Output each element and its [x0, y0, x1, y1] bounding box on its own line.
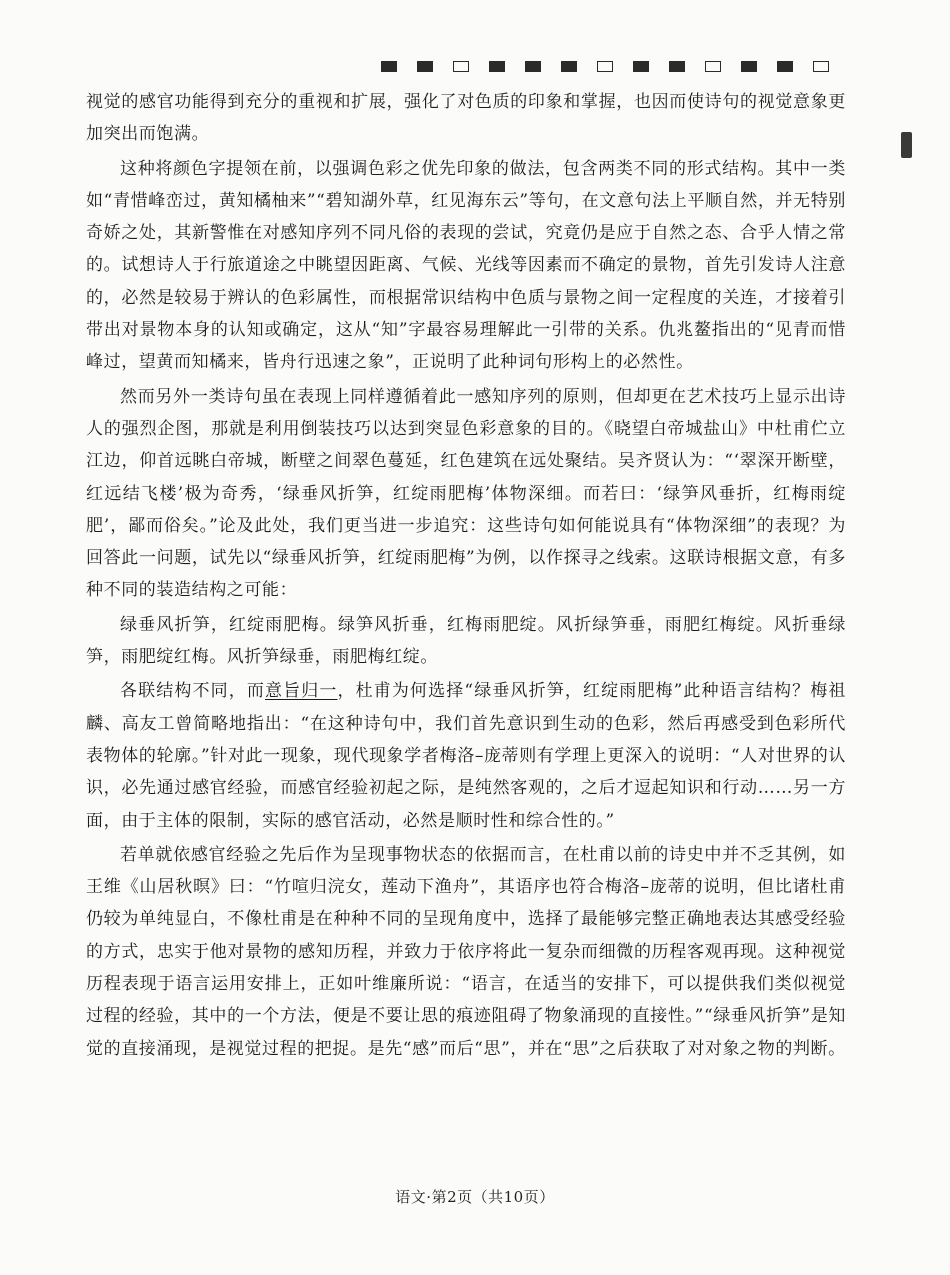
alignment-mark-filled: [489, 61, 505, 72]
paragraph-5-after: ，杜甫为何选择“绿垂风折笋，红绽雨肥梅”此种语言结构？梅祖麟、高友工曾简略地指出：“在这种诗句中，我们首先意识到生动的色彩，然后再感受到色彩所代表物体的轮廓。”针对此一现象，现代现象学者梅洛–庞蒂则有学理上更深入的说明：“人对世界的认识，必先通过感官经验，而感官经验初起之际，是纯然客观的，之后才逗起知识和行动……另一方面，由于主体的限制，实际的感官活动，必然是顺时性和综合性的。”: [86, 681, 846, 831]
alignment-mark-filled: [669, 61, 685, 72]
underlined-phrase: 意旨归一: [265, 681, 338, 702]
alignment-mark-filled: [633, 61, 649, 72]
alignment-mark-filled: [741, 61, 757, 72]
alignment-mark-filled: [561, 61, 577, 72]
alignment-mark-hollow: [813, 61, 829, 72]
header-alignment-marks: [381, 61, 849, 72]
paragraph-5-before: 各联结构不同，而: [120, 681, 265, 702]
page-footer: 语文·第2页（共10页）: [395, 1188, 555, 1206]
alignment-mark-filled: [417, 61, 433, 72]
alignment-mark-filled: [525, 61, 541, 72]
paragraph-5: [86, 675, 846, 836]
alignment-mark-filled: [777, 61, 793, 72]
paragraph-3: 然而另外一类诗句虽在表现上同样遵循着此一感知序列的原则，但却更在艺术技巧上显示出诗人的强烈企图，那就是利用倒装技巧以达到突显色彩意象的目的。《晓望白帝城盐山》中杜甫伫立江边，仰首远眺白帝城，断壁之间翠色蔓延，红色建筑在远处聚结。吴齐贤认为：“‘翠深开断壁，红远结飞楼’极为奇秀，‘绿垂风折笋，红绽雨肥梅’体物深细。而若曰：‘绿笋风垂折，红梅雨绽肥’，鄙而俗矣。”论及此处，我们更当进一步追究：这些诗句如何能说具有“体物深细”的表现？为回答此一问题，试先以“绿垂风折笋，红绽雨肥梅”为例，以作探寻之线索。这联诗根据文意，有多种不同的装造结构之可能：: [86, 386, 846, 601]
paragraph-6: 若单就依感官经验之先后作为呈现事物状态的依据而言，在杜甫以前的诗史中并不乏其例，如王维《山居秋暝》曰：“竹喧归浣女，莲动下渔舟”，其语序也符合梅洛–庞蒂的说明，但比诸杜甫仍较为单纯显白，不像杜甫是在种种不同的呈现角度中，选择了最能够完整正确地表达其感受经验的方式，忠实于他对景物的感知历程，并致力于依序将此一复杂而细微的历程客观再现。这种视觉历程表现于语言运用安排上，正如叶维廉所说：“语言，在适当的安排下，可以提供我们类似视觉过程的经验，其中的一个方法，便是不要让思的痕迹阻碍了物象涌现的直接性。”“绿垂风折笋”是知觉的直接涌现，是视觉过程的把捉。是先“感”而后“思”，并在“思”之后获取了对对象之物的判断。: [86, 844, 846, 1059]
article-body: [86, 86, 846, 1067]
paragraph-2: 这种将颜色字提领在前，以强调色彩之优先印象的做法，包含两类不同的形式结构。其中一类如“青惜峰峦过，黄知橘柚来”“碧知湖外草，红见海东云”等句，在文意句法上平顺自然，并无特别奇娇之处，其新警惟在对感知序列不同凡俗的表现的尝试，究竟仍是应于自然之态、合乎人情之常的。试想诗人于行旅道途之中眺望因距离、气候、光线等因素而不确定的景物，首先引发诗人注意的，必然是较易于辨认的色彩属性，而根据常识结构中色质与景物之间一定程度的关连，才接着引带出对景物本身的认知或确定，这从“知”字最容易理解此一引带的关系。仇兆鳌指出的“见青而惜峰过，望黄而知橘来，皆舟行迅速之象”，正说明了此种词句形构上的必然性。: [86, 158, 846, 373]
alignment-mark-filled: [381, 61, 397, 72]
alignment-mark-hollow: [705, 61, 721, 72]
paragraph-4: 绿垂风折笋，红绽雨肥梅。绿笋风折垂，红梅雨肥绽。风折绿笋垂，雨肥红梅绽。风折垂绿笋，雨肥绽红梅。风折笋绿垂，雨肥梅红绽。: [86, 614, 846, 668]
alignment-mark-hollow: [597, 61, 613, 72]
side-tab-mark: [901, 132, 912, 158]
paragraph-1: 视觉的感官功能得到充分的重视和扩展，强化了对色质的印象和掌握，也因而使诗句的视觉意象更加突出而饱满。: [86, 92, 846, 145]
alignment-mark-hollow: [453, 61, 469, 72]
